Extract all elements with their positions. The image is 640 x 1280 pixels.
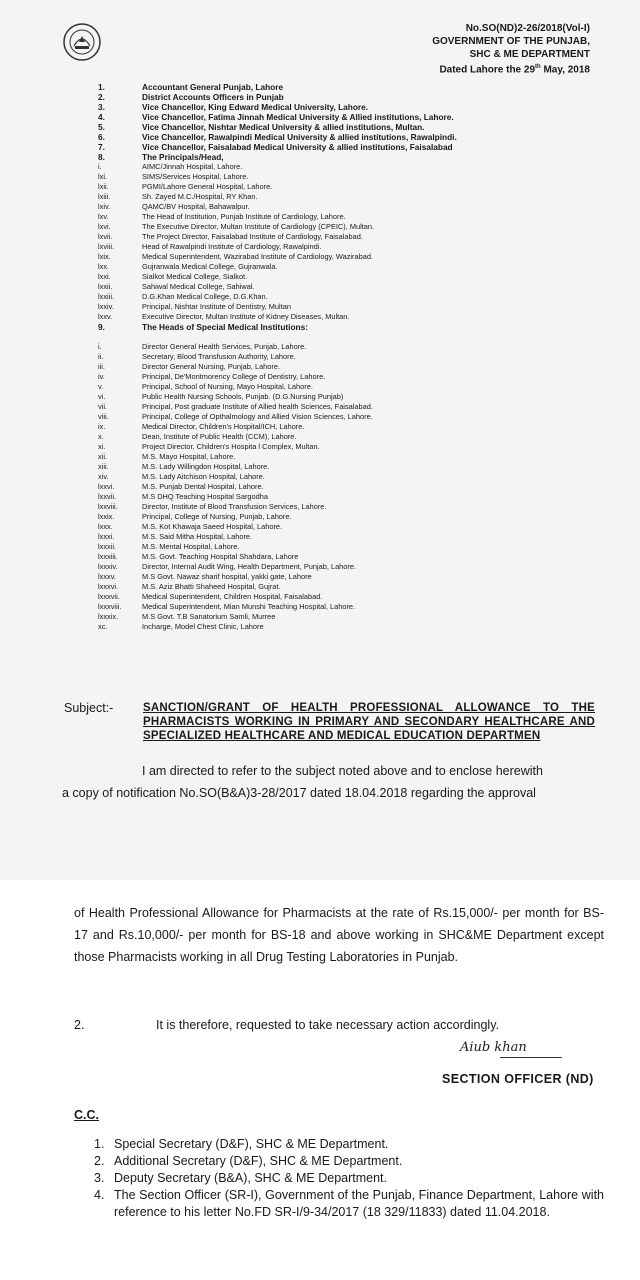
addressee-text: Head of Rawalpindi Institute of Cardiology, Rawalpindi. (142, 242, 322, 251)
cc-item (94, 1187, 604, 1221)
addressee-number: lxxv. (98, 312, 113, 321)
addressee-text: M.S. Lady Aitchison Hospital, Lahore. (142, 472, 265, 481)
addressee-number: lxv. (98, 212, 109, 221)
addressee-number: v. (98, 382, 104, 391)
addressee-item (98, 582, 598, 592)
addressee-item (98, 372, 598, 382)
addressee-text: M.S. Aziz Bhatti Shaheed Hospital, Gujrat. (142, 582, 281, 591)
addressee-item (98, 192, 598, 202)
addressee-number: lxxx. (98, 522, 113, 531)
addressee-item (98, 182, 598, 192)
addressee-item (98, 342, 598, 352)
addressee-text: The Principals/Head, (142, 152, 224, 162)
addressee-item (98, 442, 598, 452)
addressee-text: Principal, College of Nursing, Punjab, Lahore. (142, 512, 292, 521)
addressee-number: lxxxix. (98, 612, 119, 621)
addressee-text: Sahiwal Medical College, Sahiwal. (142, 282, 255, 291)
addressee-item (98, 512, 598, 522)
addressee-number: ii. (98, 352, 104, 361)
body-paragraph-1-line-1: I am directed to refer to the subject noted above and to enclose herewith (142, 764, 543, 778)
addressee-number: lxvii. (98, 232, 113, 241)
addressee-number: lxxiii. (98, 292, 115, 301)
addressee-text: AIMC/Jinnah Hospital, Lahore. (142, 162, 243, 171)
addressee-text: Vice Chancellor, King Edward Medical University, Lahore. (142, 102, 369, 112)
addressee-item (98, 162, 598, 172)
letter-page-2 (0, 890, 640, 1280)
addressee-text: M.S Govt. T.B Sanatorium Samli, Murree (142, 612, 276, 621)
addressee-number: xi. (98, 442, 106, 451)
addressee-number: lxxii. (98, 282, 113, 291)
addressee-item (98, 292, 598, 302)
paragraph-number: 2. (74, 1018, 85, 1032)
addressee-item (98, 432, 598, 442)
addressee-text: Vice Chancellor, Faisalabad Medical University & allied institutions, Faisalabad (142, 142, 453, 152)
addressee-text: Public Health Nursing Schools, Punjab. (D.G.Nursing Punjab) (142, 392, 344, 401)
letter-header (360, 22, 590, 76)
addressee-item (98, 272, 598, 282)
body-paragraph-2 (74, 1018, 499, 1032)
addressee-text: M.S. Punjab Dental Hospital, Lahore. (142, 482, 264, 491)
addressee-item (98, 252, 598, 262)
addressee-text: Executive Director, Multan Institute of Kidney Diseases, Multan. (142, 312, 350, 321)
body-paragraph-1-line-2: a copy of notification No.SO(B&A)3-28/2017 dated 18.04.2018 regarding the approval (62, 786, 536, 800)
subject-text: SANCTION/GRANT OF HEALTH PROFESSIONAL ALLOWANCE TO THE PHARMACISTS WORKING IN PRIMARY AND SECONDARY HEALTHCARE AND SPECIALIZED HEALTHCARE AND MEDICAL EDUCATION DEPARTMEN (143, 702, 595, 742)
cc-text: Special Secretary (D&F), SHC & ME Department. (114, 1137, 389, 1151)
addressee-number: lxxxiv. (98, 562, 118, 571)
addressee-number: xii. (98, 452, 108, 461)
addressee-number: 8. (98, 152, 105, 162)
addressee-number: lxxxvi. (98, 582, 119, 591)
body-paragraph-1 (62, 760, 602, 804)
addressee-text: Dean, Institute of Public Health (CCM), Lahore. (142, 432, 297, 441)
addressee-number: xiv. (98, 472, 109, 481)
addressee-number: 5. (98, 122, 105, 132)
addressee-number: 9. (98, 322, 105, 332)
addressee-text: Director General Nursing, Punjab, Lahore. (142, 362, 281, 371)
addressee-text: Accountant General Punjab, Lahore (142, 82, 284, 92)
addressee-item (98, 602, 598, 612)
addressee-text: Incharge, Model Chest Clinic, Lahore (142, 622, 264, 631)
addressee-item (98, 92, 598, 102)
addressee-item (98, 122, 598, 132)
addressee-list (98, 82, 598, 632)
addressee-item (98, 172, 598, 182)
addressee-text: Principal, Post graduate Institute of Allied health Sciences, Faisalabad. (142, 402, 373, 411)
body-paragraph-1-continued: of Health Professional Allowance for Pharmacists at the rate of Rs.15,000/- per month for BS-17 and Rs.10,000/- per month for BS-18 and above working in SHC&ME Department except those Pharmacists working in all Drug Testing Laboratories in Punjab. (74, 906, 604, 964)
handwritten-signature: Aiub khan (460, 1040, 527, 1055)
addressee-number: lxxviii. (98, 502, 118, 511)
reference-number: No.SO(ND)2-26/2018(Vol-I) (465, 23, 590, 34)
addressee-item (98, 562, 598, 572)
addressee-text: Medical Superintendent, Children Hospital, Faisalabad. (142, 592, 323, 601)
addressee-item (98, 102, 598, 112)
addressee-item (98, 282, 598, 292)
addressee-number: lxvi. (98, 222, 111, 231)
addressee-item (98, 222, 598, 232)
cc-number: 2. (94, 1154, 105, 1168)
addressee-number: x. (98, 432, 104, 441)
addressee-number: 2. (98, 92, 105, 102)
addressee-item (98, 362, 598, 372)
addressee-item (98, 142, 598, 152)
addressee-number: 7. (98, 142, 105, 152)
addressee-item (98, 322, 598, 332)
addressee-text: The Project Director, Faisalabad Institute of Cardiology, Faisalabad. (142, 232, 363, 241)
addressee-item (98, 382, 598, 392)
addressee-text: M.S. Govt. Teaching Hospital Shahdara, Lahore (142, 552, 299, 561)
addressee-item (98, 462, 598, 472)
letter-date: Dated Lahore the 29th May, 2018 (439, 64, 590, 76)
addressee-item (98, 112, 598, 122)
addressee-number: lxiii. (98, 192, 111, 201)
addressee-text: District Accounts Officers in Punjab (142, 92, 284, 102)
paragraph-2-text: It is therefore, requested to take necessary action accordingly. (156, 1018, 500, 1032)
addressee-item (98, 352, 598, 362)
addressee-item (98, 452, 598, 462)
addressee-item (98, 612, 598, 622)
addressee-text: Medical Director, Children's Hospital/ICH, Lahore. (142, 422, 305, 431)
cc-text: The Section Officer (SR-I), Government of the Punjab, Finance Department, Lahore with reference to his letter No.FD SR-I/9-34/2017 (18 329/11833) dated 11.04.2018. (114, 1188, 604, 1219)
addressee-number: ix. (98, 422, 106, 431)
addressee-number: lxii. (98, 182, 109, 191)
addressee-text: Vice Chancellor, Rawalpindi Medical University & allied institutions, Rawalpindi. (142, 132, 457, 142)
addressee-text: Medical Superintendent, Mian Munshi Teaching Hospital, Lahore. (142, 602, 356, 611)
addressee-number: lxxxii. (98, 542, 117, 551)
addressee-item (98, 572, 598, 582)
addressee-item (98, 82, 598, 92)
addressee-text: QAMC/BV Hospital, Bahawalpur. (142, 202, 250, 211)
cc-item (94, 1136, 604, 1153)
cc-text: Additional Secretary (D&F), SHC & ME Department. (114, 1154, 403, 1168)
addressee-item (98, 522, 598, 532)
addressee-text: M.S Govt. Nawaz sharif hospital, yakki gate, Lahore (142, 572, 312, 581)
addressee-number: lxi. (98, 172, 108, 181)
addressee-item (98, 242, 598, 252)
addressee-number: lxxix. (98, 512, 115, 521)
addressee-number: lxxxviii. (98, 602, 122, 611)
addressee-item (98, 502, 598, 512)
addressee-number: lxxxv. (98, 572, 116, 581)
addressee-text: The Head of Institution, Punjab Institute of Cardiology, Lahore. (142, 212, 346, 221)
addressee-item (98, 412, 598, 422)
addressee-number: lxxi. (98, 272, 111, 281)
addressee-number: lxviii. (98, 242, 115, 251)
addressee-item (98, 592, 598, 602)
addressee-number: lxxxiii. (98, 552, 118, 561)
cc-item (94, 1153, 604, 1170)
addressee-number: lxxxi. (98, 532, 115, 541)
addressee-number: lxiv. (98, 202, 111, 211)
addressee-item (98, 402, 598, 412)
addressee-text: Secretary, Blood Transfusion Authority, Lahore. (142, 352, 296, 361)
cc-text: Deputy Secretary (B&A), SHC & ME Department. (114, 1171, 388, 1185)
addressee-number: lxxiv. (98, 302, 114, 311)
addressee-item (98, 312, 598, 322)
addressee-text: M.S. Said Mitha Hospital, Lahore. (142, 532, 253, 541)
addressee-item (98, 532, 598, 542)
addressee-text: M.S. Kot Khawaja Saeed Hospital, Lahore. (142, 522, 283, 531)
page-separator (0, 880, 640, 890)
addressee-text: Director, Internal Audit Wing, Health Department, Punjab, Lahore. (142, 562, 357, 571)
addressee-number: vi. (98, 392, 106, 401)
addressee-number: 1. (98, 82, 105, 92)
addressee-number: vii. (98, 402, 108, 411)
cc-list (94, 1136, 604, 1221)
list-spacer (98, 332, 598, 342)
addressee-item (98, 132, 598, 142)
addressee-item (98, 152, 598, 162)
addressee-number: lxxxvii. (98, 592, 120, 601)
addressee-number: i. (98, 162, 102, 171)
punjab-government-emblem-icon (62, 22, 102, 62)
cc-heading: C.C. (74, 1108, 99, 1122)
subject-label: Subject:- (64, 701, 114, 715)
government-name: GOVERNMENT OF THE PUNJAB, (432, 36, 590, 47)
cc-number: 4. (94, 1188, 105, 1202)
addressee-number: 4. (98, 112, 105, 122)
addressee-item (98, 542, 598, 552)
addressee-number: lxxvii. (98, 492, 117, 501)
addressee-item (98, 302, 598, 312)
addressee-text: The Executive Director, Multan Institute of Cardiology (CPEIC), Multan. (142, 222, 375, 231)
signature-underline (500, 1057, 562, 1058)
addressee-text: Principal, College of Opthalmology and Allied Vision Sciences, Lahore. (142, 412, 373, 421)
addressee-text: Principal, Nishtar Institute of Dentistry, Multan (142, 302, 291, 311)
addressee-item (98, 392, 598, 402)
addressee-text: Vice Chancellor, Nishtar Medical University & allied institutions, Multan. (142, 122, 425, 132)
addressee-text: Gujranwala Medical College, Gujranwala. (142, 262, 278, 271)
addressee-number: xc. (98, 622, 108, 631)
addressee-number: viii. (98, 412, 109, 421)
addressee-number: iv. (98, 372, 105, 381)
addressee-text: SIMS/Services Hospital, Lahore. (142, 172, 249, 181)
addressee-number: lxix. (98, 252, 111, 261)
department-name: SHC & ME DEPARTMENT (469, 49, 590, 60)
addressee-item (98, 232, 598, 242)
addressee-text: Vice Chancellor, Fatima Jinnah Medical University & Allied institutions, Lahore. (142, 112, 454, 122)
addressee-text: M.S. Mayo Hospital, Lahore. (142, 452, 236, 461)
addressee-item (98, 482, 598, 492)
addressee-number: iii. (98, 362, 105, 371)
addressee-item (98, 202, 598, 212)
addressee-text: D.G.Khan Medical College, D.G.Khan. (142, 292, 268, 301)
addressee-text: M.S. Mental Hospital, Lahore. (142, 542, 240, 551)
cc-number: 1. (94, 1137, 105, 1151)
addressee-text: M.S. Lady Willingdon Hospital, Lahore. (142, 462, 270, 471)
addressee-number: 6. (98, 132, 105, 142)
addressee-text: Director, Institute of Blood Transfusion Services, Lahore. (142, 502, 327, 511)
addressee-item (98, 492, 598, 502)
addressee-text: Principal, School of Nursing, Mayo Hospital, Lahore. (142, 382, 313, 391)
addressee-text: Medical Superintendent, Wazirabad Institute of Cardiology, Wazirabad. (142, 252, 374, 261)
addressee-text: Sialkot Medical College, Sialkot. (142, 272, 248, 281)
addressee-item (98, 212, 598, 222)
cc-number: 3. (94, 1171, 105, 1185)
addressee-number: i. (98, 342, 102, 351)
addressee-item (98, 622, 598, 632)
signatory-title: SECTION OFFICER (ND) (442, 1072, 594, 1086)
addressee-number: lxx. (98, 262, 110, 271)
addressee-text: Director General Health Services, Punjab, Lahore. (142, 342, 307, 351)
addressee-text: The Heads of Special Medical Institutions: (142, 322, 308, 332)
addressee-number: 3. (98, 102, 105, 112)
addressee-item (98, 262, 598, 272)
addressee-item (98, 422, 598, 432)
addressee-text: Principal, De'Montmorency College of Dentistry, Lahore. (142, 372, 326, 381)
cc-item (94, 1170, 604, 1187)
addressee-item (98, 472, 598, 482)
addressee-text: Project Director, Children's Hospita l Complex, Multan. (142, 442, 320, 451)
addressee-text: PGMI/Lahore General Hospital, Lahore. (142, 182, 273, 191)
addressee-number: xiii. (98, 462, 109, 471)
addressee-text: M.S DHQ Teaching Hospital Sargodha (142, 492, 268, 501)
addressee-number: lxxvi. (98, 482, 115, 491)
addressee-item (98, 552, 598, 562)
addressee-text: Sh. Zayed M.C./Hospital, RY Khan. (142, 192, 258, 201)
